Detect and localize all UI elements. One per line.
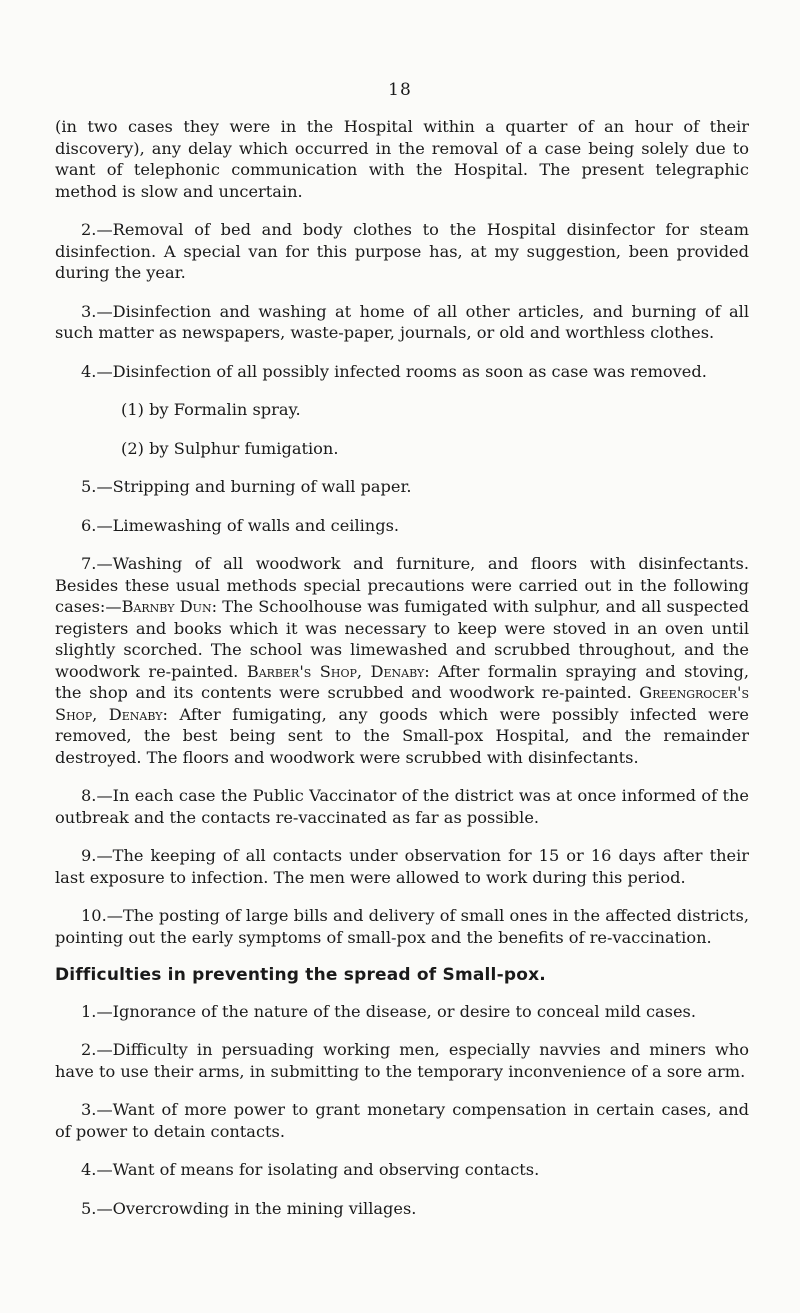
- sub-item-formalin: (1) by Formalin spray.: [121, 400, 301, 419]
- measure-4: 4.—Disinfection of all possibly infected rooms as soon as case was removed.: [81, 361, 707, 381]
- difficulty-4: 4.—Want of means for isolating and observing contacts.: [81, 1160, 540, 1179]
- measure-3: 3.—Disinfection and washing at home of all other articles, and burning of all such matter as newspapers, waste-paper, journals, or old and worthless clothes.: [55, 301, 749, 342]
- report-body: [55, 116, 749, 1236]
- measure-5: 5.—Stripping and burning of wall paper.: [81, 477, 412, 496]
- measure-2: 2.—Removal of bed and body clothes to the Hospital disinfector for steam disinfection. A special van for this purpose has, at my suggestion, been provided during the year.: [55, 220, 749, 282]
- difficulty-1: 1.—Ignorance of the nature of the disease, or desire to conceal mild cases.: [81, 1001, 697, 1021]
- case-barbers-shop: Barber's Shop, Denaby: [246, 661, 425, 681]
- measure-6: 6.—Limewashing of walls and ceilings.: [81, 515, 400, 535]
- continuation-paragraph: (in two cases they were in the Hospital within a quarter of an hour of their discovery), any delay which occurred in the removal of a case being solely due to want of telephonic communication with the Hospital. The present telegraphic method is slow and uncertain.: [55, 117, 749, 201]
- sub-item-sulphur: (2) by Sulphur fumigation.: [121, 438, 339, 458]
- measure-9: 9.—The keeping of all contacts under observation for 15 or 16 days after their last exposure to infection. The men were allowed to work during this period.: [55, 846, 749, 887]
- difficulties-heading: Difficulties in preventing the spread of Small-pox.: [55, 965, 546, 985]
- case-greengrocers-shop: Greengrocer's Shop, Denaby: [55, 683, 749, 724]
- difficulty-3: 3.—Want of more power to grant monetary compensation in certain cases, and of power to detain contacts.: [55, 1100, 749, 1141]
- difficulty-5: 5.—Overcrowding in the mining villages.: [81, 1198, 417, 1218]
- measure-7: 7.—Washing of all woodwork and furniture, and floors with disinfectants. Besides these usual methods special precautions were carried out in the following cases:—Barnby Dun: The Schoolhouse was fumigated with sulphur, and all suspected registers and books which it was necessary to keep were stoved in an oven until slightly scorched. The school was limewashed and scrubbed throughout, and the woodwork re-painted. Barber's Shop, Denaby: After formalin spraying and stoving, the shop and its contents were scrubbed and woodwork re-painted. Greengrocer's Shop, Denaby: After fumigating, any goods which were possibly infected were removed, the best being sent to the Small-pox Hospital, and the remainder destroyed. The floors and woodwork were scrubbed with disinfectants.: [55, 554, 750, 767]
- measure-8: 8.—In each case the Public Vaccinator of the district was at once informed of the outbreak and the contacts re-vaccinated as far as possible.: [55, 786, 749, 827]
- case-barnby-dun: Barnby Dun: [121, 597, 212, 616]
- page-number: 18: [388, 80, 412, 100]
- measure-10: 10.—The posting of large bills and delivery of small ones in the affected districts, pointing out the early symptoms of small-pox and the benefits of re-vaccination.: [55, 906, 749, 947]
- difficulty-2: 2.—Difficulty in persuading working men, especially navvies and miners who have to use their arms, in submitting to the temporary inconvenience of a sore arm.: [55, 1040, 749, 1081]
